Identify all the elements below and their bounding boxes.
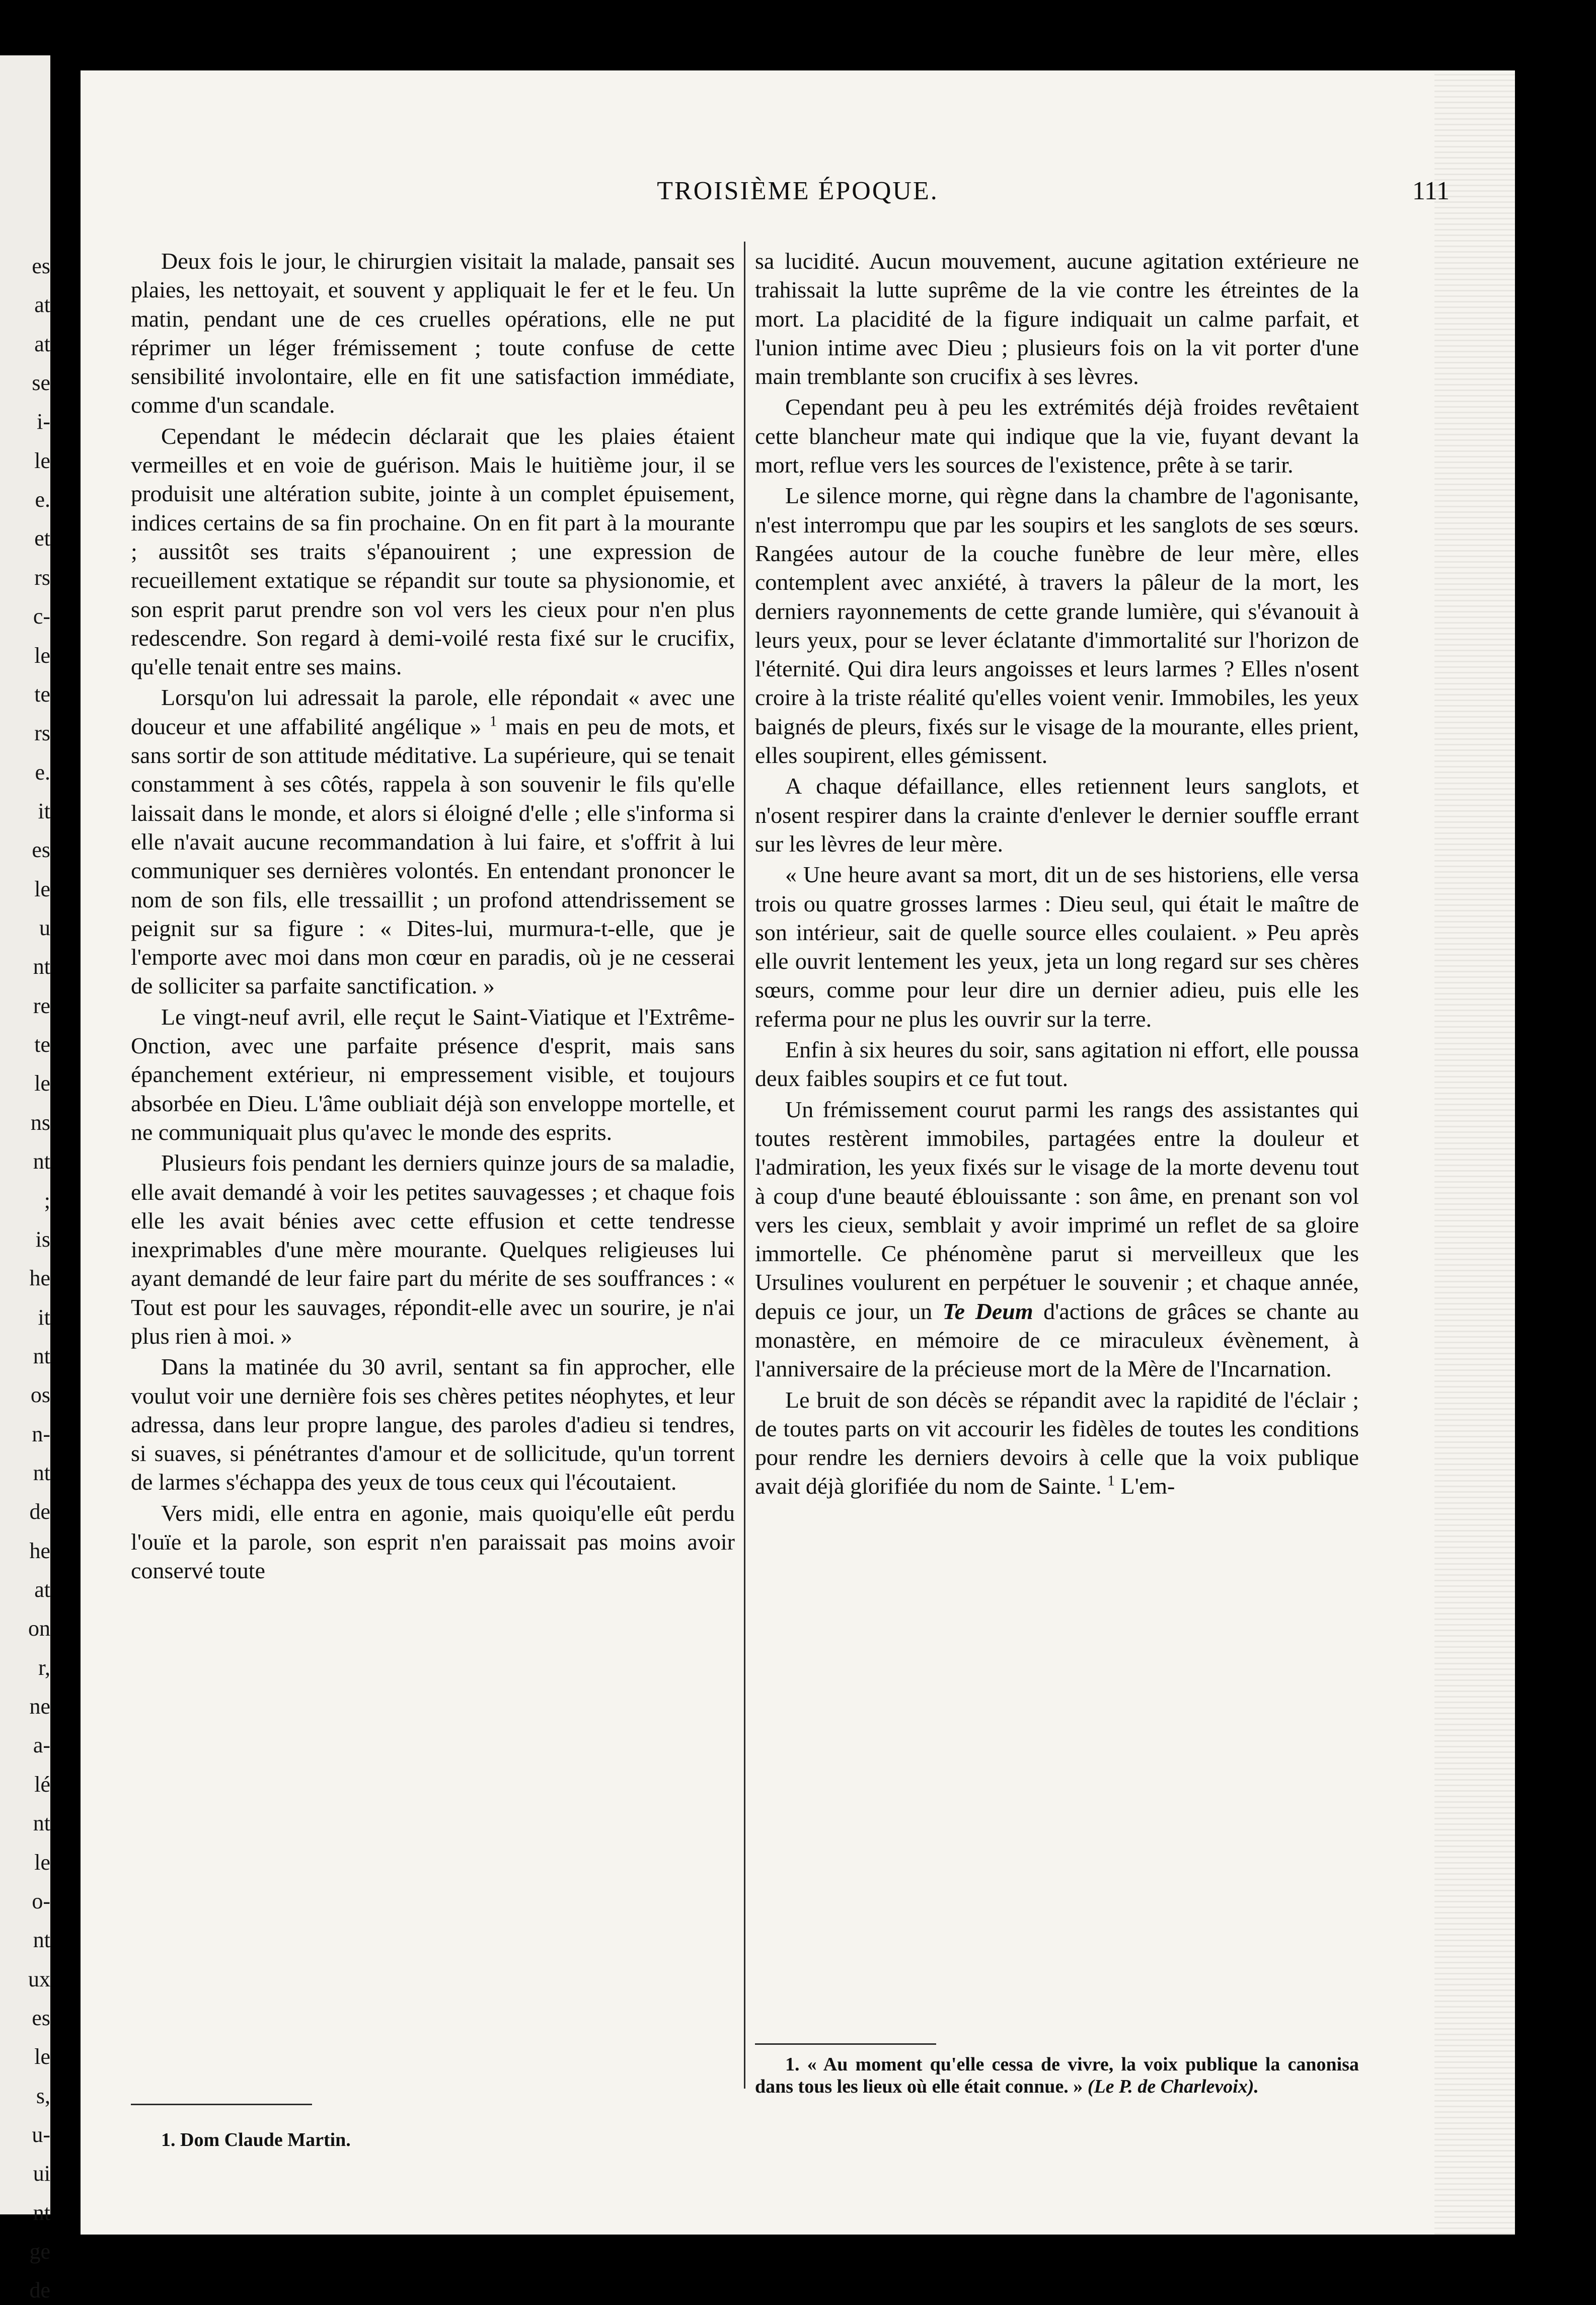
margin-fragment: et <box>34 526 50 551</box>
margin-fragment: lé <box>34 1772 50 1797</box>
footnote-attribution: (Le P. de Charlevoix). <box>1087 2076 1259 2097</box>
paragraph: Le vingt-neuf avril, elle reçut le Saint-Viatique et l'Extrême-Onction, avec une parfaite présence d'esprit, mais sans épanchement extérieur, ni empressement visible, et toujours absorbée en Dieu. L'âme oubliait déjà son enveloppe mortelle, et ne communiquait plus qu'avec le monde des esprits. <box>131 1004 735 1145</box>
book-page <box>81 70 1515 2235</box>
margin-fragment: ge <box>29 2239 50 2264</box>
paragraph <box>755 1095 1359 1384</box>
margin-fragment: ne <box>29 1694 50 1719</box>
margin-fragment: nt <box>33 1461 50 1485</box>
paragraph <box>755 1386 1359 1501</box>
emphasis-text: Te Deum <box>942 1298 1033 1324</box>
paragraph: Le silence morne, qui règne dans la chambre de l'agonisante, n'est interrompu que par les soupirs et les sanglots de ses sœurs. Rangées autour de la couche funèbre de leur mère, elles contemplent avec anxiété, à travers la pâleur de la mort, les derniers rayonnements de cette grande lumière, qui s'évanouit à leurs yeux, pour se lever éclatante d'immortalité sur l'horizon de l'éternité. Qui dira leurs angoisses et leurs larmes ? Elles n'osent croire à la triste réalité qu'elles voient venir. Immobiles, les yeux baignés de pleurs, fixés sur le visage de la mourante, elles prient, elles soupirent, elles gémissent. <box>755 483 1359 769</box>
paragraph-text: Un frémissement courut parmi les rangs des assistantes qui toutes restèrent immobiles, partagées entre la douleur et l'admiration, les yeux fixés sur le visage de la morte devenu tout à coup d'une beauté éblouissante : son âme, en prenant son vol vers les cieux, semblait y avoir imprimé un reflet de sa gloire immortelle. Ce phénomène parut si merveilleux que les Ursulines voulurent en perpétuer le souvenir ; et chaque année, depuis ce jour, un <box>755 1096 1359 1324</box>
footnote-reference: 1 <box>489 713 497 730</box>
paragraph: A chaque défaillance, elles retiennent leurs sanglots, et n'osent respirer dans la crainte d'enlever le dernier souffle errant sur les lèvres de leur mère. <box>755 773 1359 857</box>
page-header <box>81 176 1515 216</box>
paragraph: Deux fois le jour, le chirurgien visitait la malade, pansait ses plaies, les nettoyait, et souvent y appliquait le fer et le feu. Un matin, pendant une de ces cruelles opérations, elle ne put réprimer un léger frémissement ; toute confuse de cette sensibilité involontaire, elle en fit une satisfaction immédiate, comme d'un scandale. <box>131 248 735 418</box>
margin-fragment: le <box>34 1071 50 1096</box>
paragraph-text: L'em- <box>1115 1473 1175 1499</box>
margin-fragment: le <box>34 2044 50 2069</box>
margin-fragment: nt <box>33 1811 50 1836</box>
page-number: 111 <box>1412 177 1450 205</box>
margin-fragment: es <box>32 837 50 863</box>
margin-fragment: de <box>29 1499 50 1524</box>
margin-fragment: rs <box>34 565 50 590</box>
margin-fragment: o- <box>32 1888 50 1913</box>
paragraph: « Une heure avant sa mort, dit un de ses historiens, elle versa trois ou quatre grosses larmes : Dieu seul, qui était le maître de son intérieur, sait de quelle source elles coulaient. » Peu après elle ouvrit lentement les yeux, jeta un long regard sur ses chères sœurs, comme pour leur dire un dernier adieu, puis elle les referma pour ne plus les ouvrir sur la terre. <box>755 862 1359 1032</box>
margin-fragment: it <box>38 798 50 823</box>
paragraph-text: d'actions de grâces se chante au monastère, en mémoire de ce miraculeux évènement, à l'anniversaire de la précieuse mort de la Mère de l'Incarnation. <box>755 1298 1359 1382</box>
paragraph-text: Le bruit de son décès se répandit avec la rapidité de l'éclair ; de toutes parts on vit accourir les fidèles de toutes les conditions pour rendre les derniers devoirs à celle que la voix publique avait déjà glorifiée du nom de Sainte. <box>755 1387 1359 1499</box>
margin-fragment: e. <box>35 759 50 785</box>
paragraph: Cependant le médecin déclarait que les plaies étaient vermeilles et en voie de guérison. Mais le huitième jour, il se produisit une altération subite, jointe à un complet épuisement, indices certains de sa fin prochaine. On en fit part à la mourante ; aussitôt ses traits s'épanouirent ; une expression de recueillement extatique se répandit sur toute sa physionomie, et son esprit parut prendre son vol vers les cieux pour n'en plus redescendre. Son regard à demi-voilé resta fixé sur le crucifix, qu'elle tenait entre ses mains. <box>131 423 735 680</box>
left-column <box>131 247 735 1585</box>
margin-fragment: ; <box>44 1188 50 1213</box>
margin-fragment: te <box>34 681 50 707</box>
margin-fragment: le <box>34 1850 50 1875</box>
right-column <box>755 247 1359 1501</box>
margin-fragment: es <box>32 2005 50 2030</box>
paragraph: sa lucidité. Aucun mouvement, aucune agitation extérieure ne trahissait la lutte suprême de la vie contre les étreintes de la mort. La placidité de la figure indiquait un calme parfait, et l'union intime avec Dieu ; plusieurs fois on la vit porter d'une main tremblante son crucifix à ses lèvres. <box>755 248 1359 390</box>
footnote-rule-right <box>755 2043 936 2045</box>
margin-fragment: c- <box>33 604 50 629</box>
footnote-left: 1. Dom Claude Martin. <box>161 2129 351 2150</box>
margin-fragment: le <box>34 876 50 901</box>
paragraph-text: Lorsqu'on lui adressait la parole, elle répondait « avec une douceur et une affabilité angélique » <box>131 684 735 739</box>
margin-fragment: ns <box>30 1110 50 1135</box>
footnote-right <box>755 2053 1359 2098</box>
margin-fragment: e. <box>35 487 50 512</box>
margin-fragment: at <box>34 292 50 318</box>
column-divider <box>744 242 745 2089</box>
margin-fragment: is <box>35 1226 50 1252</box>
margin-fragment: a- <box>33 1733 50 1758</box>
margin-fragment: se <box>32 370 50 396</box>
margin-fragment: le <box>34 448 50 473</box>
margin-fragment: nt <box>33 1149 50 1174</box>
margin-fragment: i- <box>37 409 50 434</box>
margin-fragment: he <box>29 1266 50 1291</box>
margin-fragment: nt <box>33 2200 50 2225</box>
margin-fragment: u <box>39 915 50 941</box>
page-edge-texture <box>1434 70 1515 2235</box>
margin-fragment: on <box>28 1616 50 1641</box>
margin-fragment: nt <box>33 954 50 979</box>
margin-fragment: r, <box>38 1655 50 1680</box>
margin-fragment: nt <box>33 1343 50 1368</box>
paragraph <box>131 683 735 1000</box>
margin-fragment: it <box>38 1304 50 1330</box>
footnote-reference: 1 <box>1107 1473 1115 1490</box>
margin-fragment: rs <box>34 721 50 746</box>
footnote-text: 1. « Au moment qu'elle cessa de vivre, la voix publique la canonisa dans tous les lieux où elle était connue. » <box>755 2054 1359 2097</box>
previous-page-edge <box>0 55 50 2303</box>
paragraph: Vers midi, elle entra en agonie, mais quoiqu'elle eût perdu l'ouïe et la parole, son esprit n'en paraissait pas moins avoir conservé toute <box>131 1500 735 1584</box>
margin-fragment: te <box>34 1032 50 1057</box>
margin-fragment: le <box>34 643 50 668</box>
margin-fragment: u- <box>32 2122 50 2147</box>
running-title: TROISIÈME ÉPOQUE. <box>657 177 939 205</box>
margin-fragment: s, <box>36 2083 50 2108</box>
margin-fragment: n- <box>32 1421 50 1446</box>
margin-fragment: de <box>29 2278 50 2303</box>
margin-fragment: es <box>32 254 50 278</box>
paragraph: Enfin à six heures du soir, sans agitation ni effort, elle poussa deux faibles soupirs et ce fut tout. <box>755 1037 1359 1092</box>
paragraph: Cependant peu à peu les extrémités déjà froides revêtaient cette blancheur mate qui indique que la vie, fuyant devant la mort, reflue vers les sources de l'existence, prête à se tarir. <box>755 394 1359 478</box>
paragraph: Plusieurs fois pendant les derniers quinze jours de sa maladie, elle avait demandé à voir les petites sauvagesses ; et chaque fois elle les avait bénies avec cette effusion et cette tendresse inexprimables d'une mère mourante. Quelques religieuses lui ayant demandé de leur faire part du mérite de ses souffrances : « Tout est pour les sauvages, répondit-elle avec un sourire, je n'ai plus rien à moi. » <box>131 1150 735 1349</box>
margin-fragment: re <box>33 993 50 1018</box>
margin-fragment: at <box>34 1577 50 1602</box>
paragraph-text: mais en peu de mots, et sans sortir de son attitude méditative. La supérieure, qui se tenait constamment à ses côtés, rappela à son souvenir le fils qu'elle laissait dans le monde, et alors si éloigné d'elle ; elle s'informa si elle n'avait aucune recommandation à lui faire, et s'offrit à lui communiquer ses dernières volontés. En entendant prononcer le nom de son fils, elle tressaillit ; un profond attendrissement se peignit sur sa figure : « Dites-lui, murmura-t-elle, que je l'emporte avec moi dans mon cœur en paradis, où je ne cesserai de solliciter sa parfaite sanctification. » <box>131 713 735 999</box>
margin-fragment: ux <box>28 1966 50 1991</box>
margin-fragment: ui <box>33 2161 50 2186</box>
margin-fragment: he <box>29 1538 50 1563</box>
paragraph: Dans la matinée du 30 avril, sentant sa fin approcher, elle voulut voir une dernière fois ses chères petites néophytes, et leur adressa, dans leur propre langue, des paroles d'adieu si tendres, si suaves, si pénétrantes d'amour et de sollicitude, qu'un torrent de larmes s'échappa des yeux de tous ceux qui l'écoutaient. <box>131 1354 735 1495</box>
margin-fragment: at <box>34 331 50 356</box>
footnote-rule-left <box>131 2104 312 2105</box>
margin-fragment: os <box>30 1382 50 1408</box>
margin-fragment: nt <box>33 1928 50 1953</box>
